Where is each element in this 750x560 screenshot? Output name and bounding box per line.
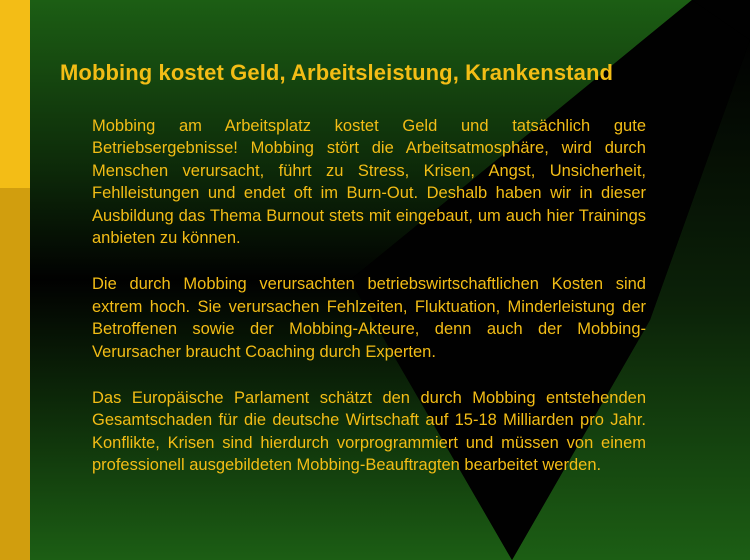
paragraph-costs: Mobbing am Arbeitsplatz kostet Geld und tatsächlich gute Betriebsergebnisse! Mobbing stört die Arbeitsatmosphäre, wird durch Menschen verursacht, führt zu Stress, Krisen, Angst, Unsicherheit, Fehlleistungen und endet oft im Burn-Out. Deshalb haben wir in dieser Ausbildung das Thema Burnout stets mit eingebaut, um auch hier Trainings anbieten zu können.: [92, 117, 646, 248]
paragraph-european-parliament: Das Europäische Parlament schätzt den durch Mobbing entstehenden Gesamtschaden für die deutsche Wirtschaft auf 15-18 Milliarden pro Jahr. Konflikte, Krisen sind hierdurch vorprogrammiert und müssen von einem professionell ausgebildeten Mobbing-Beauftragten bearbeitet werden.: [92, 389, 646, 475]
paragraph-business-costs: Die durch Mobbing verursachten betriebswirtschaftlichen Kosten sind extrem hoch. Sie verursachen Fehlzeiten, Fluktuation, Minderleistung der Betroffenen sowie der Mobbing-Akteure, denn auch der Mobbing-Verursacher braucht Coaching durch Experten.: [92, 275, 646, 361]
slide-title: Mobbing kostet Geld, Arbeitsleistung, Krankenstand: [60, 60, 614, 85]
slide-body: [92, 115, 646, 501]
accent-bar-bottom: [0, 188, 30, 560]
accent-bar-top: [0, 0, 30, 188]
